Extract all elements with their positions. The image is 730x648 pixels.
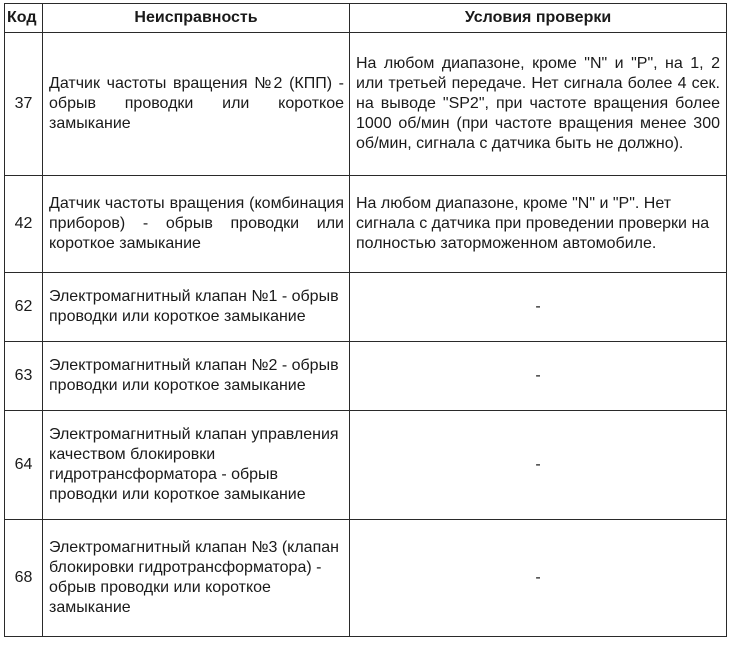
table-row: [5, 342, 727, 411]
row-conditions: -: [350, 411, 727, 520]
document-page: [4, 3, 726, 637]
header-conditions: Условия проверки: [350, 4, 727, 33]
row-fault: Электромагнитный клапан №3 (клапан блокировки гидротрансформатора) - обрыв проводки или короткое замыкание: [43, 520, 350, 637]
row-conditions: -: [350, 273, 727, 342]
header-row: [5, 4, 727, 33]
header-fault: Неисправность: [43, 4, 350, 33]
row-code: 37: [5, 33, 43, 176]
fault-codes-table: [4, 3, 727, 637]
row-fault: Электромагнитный клапан №2 - обрыв проводки или короткое замыкание: [43, 342, 350, 411]
row-fault: Датчик частоты вращения (комбинация приборов) - обрыв проводки или короткое замыкание: [43, 176, 350, 273]
table-row: [5, 411, 727, 520]
row-code: 63: [5, 342, 43, 411]
row-fault: Датчик частоты вращения №2 (КПП) - обрыв проводки или короткое замыкание: [43, 33, 350, 176]
table-row: [5, 273, 727, 342]
table-header: [5, 4, 727, 33]
row-code: 64: [5, 411, 43, 520]
table-row: [5, 176, 727, 273]
header-code: Код: [5, 4, 43, 33]
row-fault: Электромагнитный клапан управления качеством блокировки гидротрансформатора - обрыв проводки или короткое замыкание: [43, 411, 350, 520]
row-fault: Электромагнитный клапан №1 - обрыв проводки или короткое замыкание: [43, 273, 350, 342]
table-row: [5, 520, 727, 637]
table-row: [5, 33, 727, 176]
table-body: [5, 33, 727, 637]
row-conditions: На любом диапазоне, кроме "N" и "P", на 1, 2 или третьей передаче. Нет сигнала более 4 сек. на выводе "SP2", при частоте вращения более 1000 об/мин (при частоте вращения менее 300 об/мин, сигнала с датчика быть не должно).: [350, 33, 727, 176]
row-conditions: -: [350, 520, 727, 637]
row-code: 62: [5, 273, 43, 342]
row-code: 42: [5, 176, 43, 273]
row-code: 68: [5, 520, 43, 637]
row-conditions: -: [350, 342, 727, 411]
row-conditions: На любом диапазоне, кроме "N" и "P". Нет сигнала с датчика при проведении проверки на полностью заторможенном автомобиле.: [350, 176, 727, 273]
